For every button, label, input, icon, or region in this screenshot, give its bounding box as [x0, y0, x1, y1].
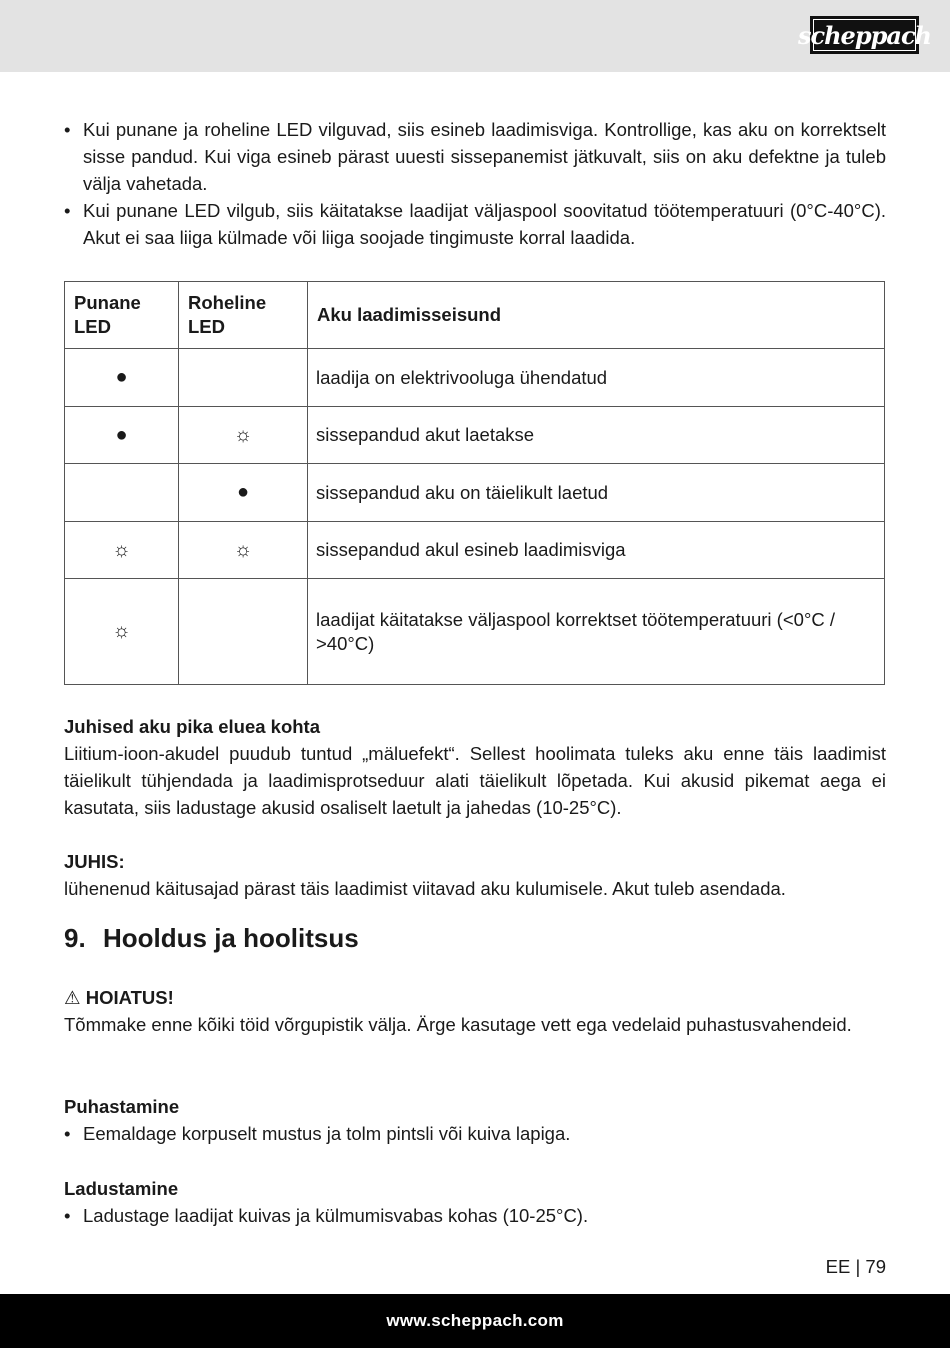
footer-band — [0, 1294, 950, 1348]
battery-life-section — [64, 713, 886, 821]
section-heading — [64, 923, 359, 954]
header-red-line2: LED — [74, 316, 111, 337]
scheppach-logo: scheppach — [810, 16, 919, 54]
red-led-blink-icon: ☼ — [65, 522, 179, 579]
note-section — [64, 848, 886, 902]
note-title: JUHIS: — [64, 851, 125, 872]
red-led-dot-icon: ● — [65, 349, 179, 407]
section-number: 9. — [64, 923, 86, 953]
green-led-blink-icon: ☼ — [179, 407, 308, 464]
header-green-led — [179, 282, 308, 349]
bullet-item: • Eemaldage korpuselt mustus ja tolm pintsli või kuiva lapiga. — [64, 1120, 886, 1147]
bullet-item: • Kui punane LED vilgub, siis käitatakse laadijat väljaspool soovitatud töötemperatuuri (0°C-40°C). Akut ei saa liiga külmade või liiga soojade tingimuste korral laadida. — [64, 197, 886, 251]
status-text: laadija on elektrivooluga ühendatud — [308, 349, 885, 407]
warning-section — [64, 984, 886, 1038]
header-red-led — [65, 282, 179, 349]
website-link[interactable]: www.scheppach.com — [386, 1311, 564, 1330]
intro-bullet-list — [64, 116, 886, 251]
status-text: sissepandud akul esineb laadimisviga — [308, 522, 885, 579]
page-number: EE | 79 — [825, 1256, 886, 1277]
warning-title: HOIATUS! — [85, 987, 174, 1008]
storage-section — [64, 1175, 886, 1229]
green-led-cell — [179, 349, 308, 407]
storage-title: Ladustamine — [64, 1178, 179, 1199]
header-status: Aku laadimisseisund — [308, 282, 885, 349]
green-led-blink-icon: ☼ — [179, 522, 308, 579]
table-row — [65, 522, 885, 579]
status-text: sissepandud aku on täielikult laetud — [308, 464, 885, 522]
table-header-row — [65, 282, 885, 349]
cleaning-title: Puhastamine — [64, 1096, 180, 1117]
bullet-item: • Kui punane ja roheline LED vilguvad, siis esineb laadimisviga. Kontrollige, kas aku on korrektselt sisse pandud. Kui viga esineb pärast uuesti sissepanemist jätkuvalt, siis on aku defektne ja tuleb välja vahetada. — [64, 116, 886, 197]
header-green-line1: Roheline — [188, 292, 267, 313]
note-text: lühenenud käitusajad pärast täis laadimist viitavad aku kulumisele. Akut tuleb asendada. — [64, 878, 786, 899]
bullet-item: • Ladustage laadijat kuivas ja külmumisvabas kohas (10-25°C). — [64, 1202, 886, 1229]
led-status-table — [64, 281, 885, 685]
warning-triangle-icon: ⚠ — [64, 987, 81, 1008]
table-row — [65, 349, 885, 407]
table-row — [65, 464, 885, 522]
battery-life-text: Liitium-ioon-akudel puudub tuntud „mäluefekt“. Sellest hoolimata tuleks aku enne täis laadimist täielikult tühjendada ja laadimisprotseduur alati täielikult lõpetada. Kui akusid pikemat aega ei kasutata, siis ladustage akusid osaliselt laetult ja jahedas (10-25°C). — [64, 743, 886, 818]
intro-section — [64, 116, 886, 251]
warning-text: Tõmmake enne kõiki töid võrgupistik välja. Ärge kasutage vett ega vedelaid puhastusvahendeid. — [64, 1014, 852, 1035]
section-title: Hooldus ja hoolitsus — [103, 923, 359, 953]
header-green-line2: LED — [188, 316, 225, 337]
red-led-blink-icon: ☼ — [65, 579, 179, 685]
warning-heading — [64, 984, 886, 1011]
table-row — [65, 407, 885, 464]
status-text: sissepandud akut laetakse — [308, 407, 885, 464]
green-led-dot-icon: ● — [179, 464, 308, 522]
header-red-line1: Punane — [74, 292, 141, 313]
battery-life-title: Juhised aku pika eluea kohta — [64, 716, 321, 737]
storage-bullet-list — [64, 1202, 886, 1229]
red-led-cell — [65, 464, 179, 522]
green-led-cell — [179, 579, 308, 685]
status-text: laadijat käitatakse väljaspool korrektset töötemperatuuri (<0°C / >40°C) — [308, 579, 885, 685]
table-row — [65, 579, 885, 685]
cleaning-bullet-list — [64, 1120, 886, 1147]
cleaning-section — [64, 1093, 886, 1147]
red-led-dot-icon: ● — [65, 407, 179, 464]
